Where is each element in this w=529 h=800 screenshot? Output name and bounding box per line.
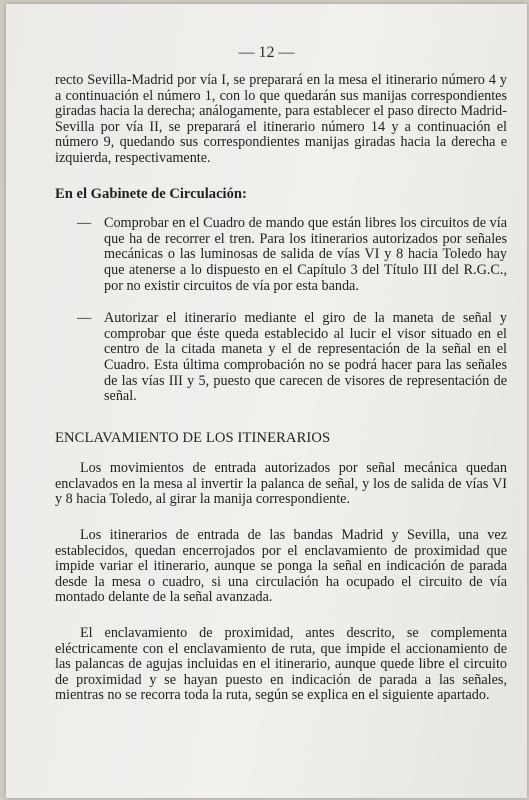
enclavamiento-title: ENCLAVAMIENTO DE LOS ITINERARIOS	[55, 429, 331, 446]
enclavamiento-paragraph: El enclavamiento de proximidad, antes descrito, se complementa eléctricamente con el enclavamiento de ruta, que impide el accionamiento de las palancas de agujas incluidas en el itinerario, aunque quede libre el circuito de proximidad y se hayan puesto en indicación de parada a las señales, mientras no se recorra toda la ruta, según se explica en el siguiente apartado.	[55, 625, 507, 704]
gabinete-item-text: Comprobar en el Cuadro de mando que están libres los circuitos de vía que ha de recorrer el tren. Para los itinerarios autorizados por señales mecánicas o las luminosas de salida de vías VI y 8 hacia Toledo hay que atenerse a lo dispuesto en el Capítulo 3 del Título III del R.G.C., por no existir circuitos de vía por esta banda.	[104, 215, 507, 294]
dash-bullet: —	[77, 310, 92, 327]
document-page	[6, 4, 527, 798]
enclavamiento-paragraph: Los movimientos de entrada autorizados por señal mecánica quedan enclavados en la mesa al invertir la palanca de señal, y los de salida de vías VI y 8 hacia Toledo, al girar la manija correspondiente.	[55, 460, 507, 508]
gabinete-item-2	[55, 311, 507, 405]
page-content	[55, 73, 507, 724]
intro-paragraph: recto Sevilla-Madrid por vía I, se preparará en la mesa el itinerario número 4 y a continuación el número 1, con lo que quedarán sus manijas correspondientes giradas hacia la derecha; análogamente, para establecer el paso directo Madrid-Sevilla por vía II, se preparará el itinerario número 14 y a continuación el número 9, quedando sus correspondientes manijas giradas hacia la derecha e izquierda, respectivamente.	[55, 72, 507, 166]
gabinete-heading: En el Gabinete de Circulación:	[55, 185, 247, 202]
page-number: — 12 —	[238, 44, 295, 61]
gabinete-item-1	[55, 216, 507, 294]
enclavamiento-paragraph: Los itinerarios de entrada de las bandas Madrid y Sevilla, una vez establecidos, quedan encerrojados por el enclavamiento de proximidad que impide variar el itinerario, aunque se ponga la señal en indicación de parada desde la mesa o cuadro, si una circulación ha ocupado el circuito de vía montado delante de la señal avanzada.	[55, 527, 507, 606]
gabinete-item-text: Autorizar el itinerario mediante el giro de la maneta de señal y comprobar que éste queda establecido al lucir el visor situado en el centro de la citada maneta y el de representación de la señal en el Cuadro. Esta última comprobación no se podrá hacer para las señales de las vías III y 5, puesto que carecen de visores de representación de señal.	[104, 310, 507, 405]
dash-bullet: —	[77, 215, 92, 232]
